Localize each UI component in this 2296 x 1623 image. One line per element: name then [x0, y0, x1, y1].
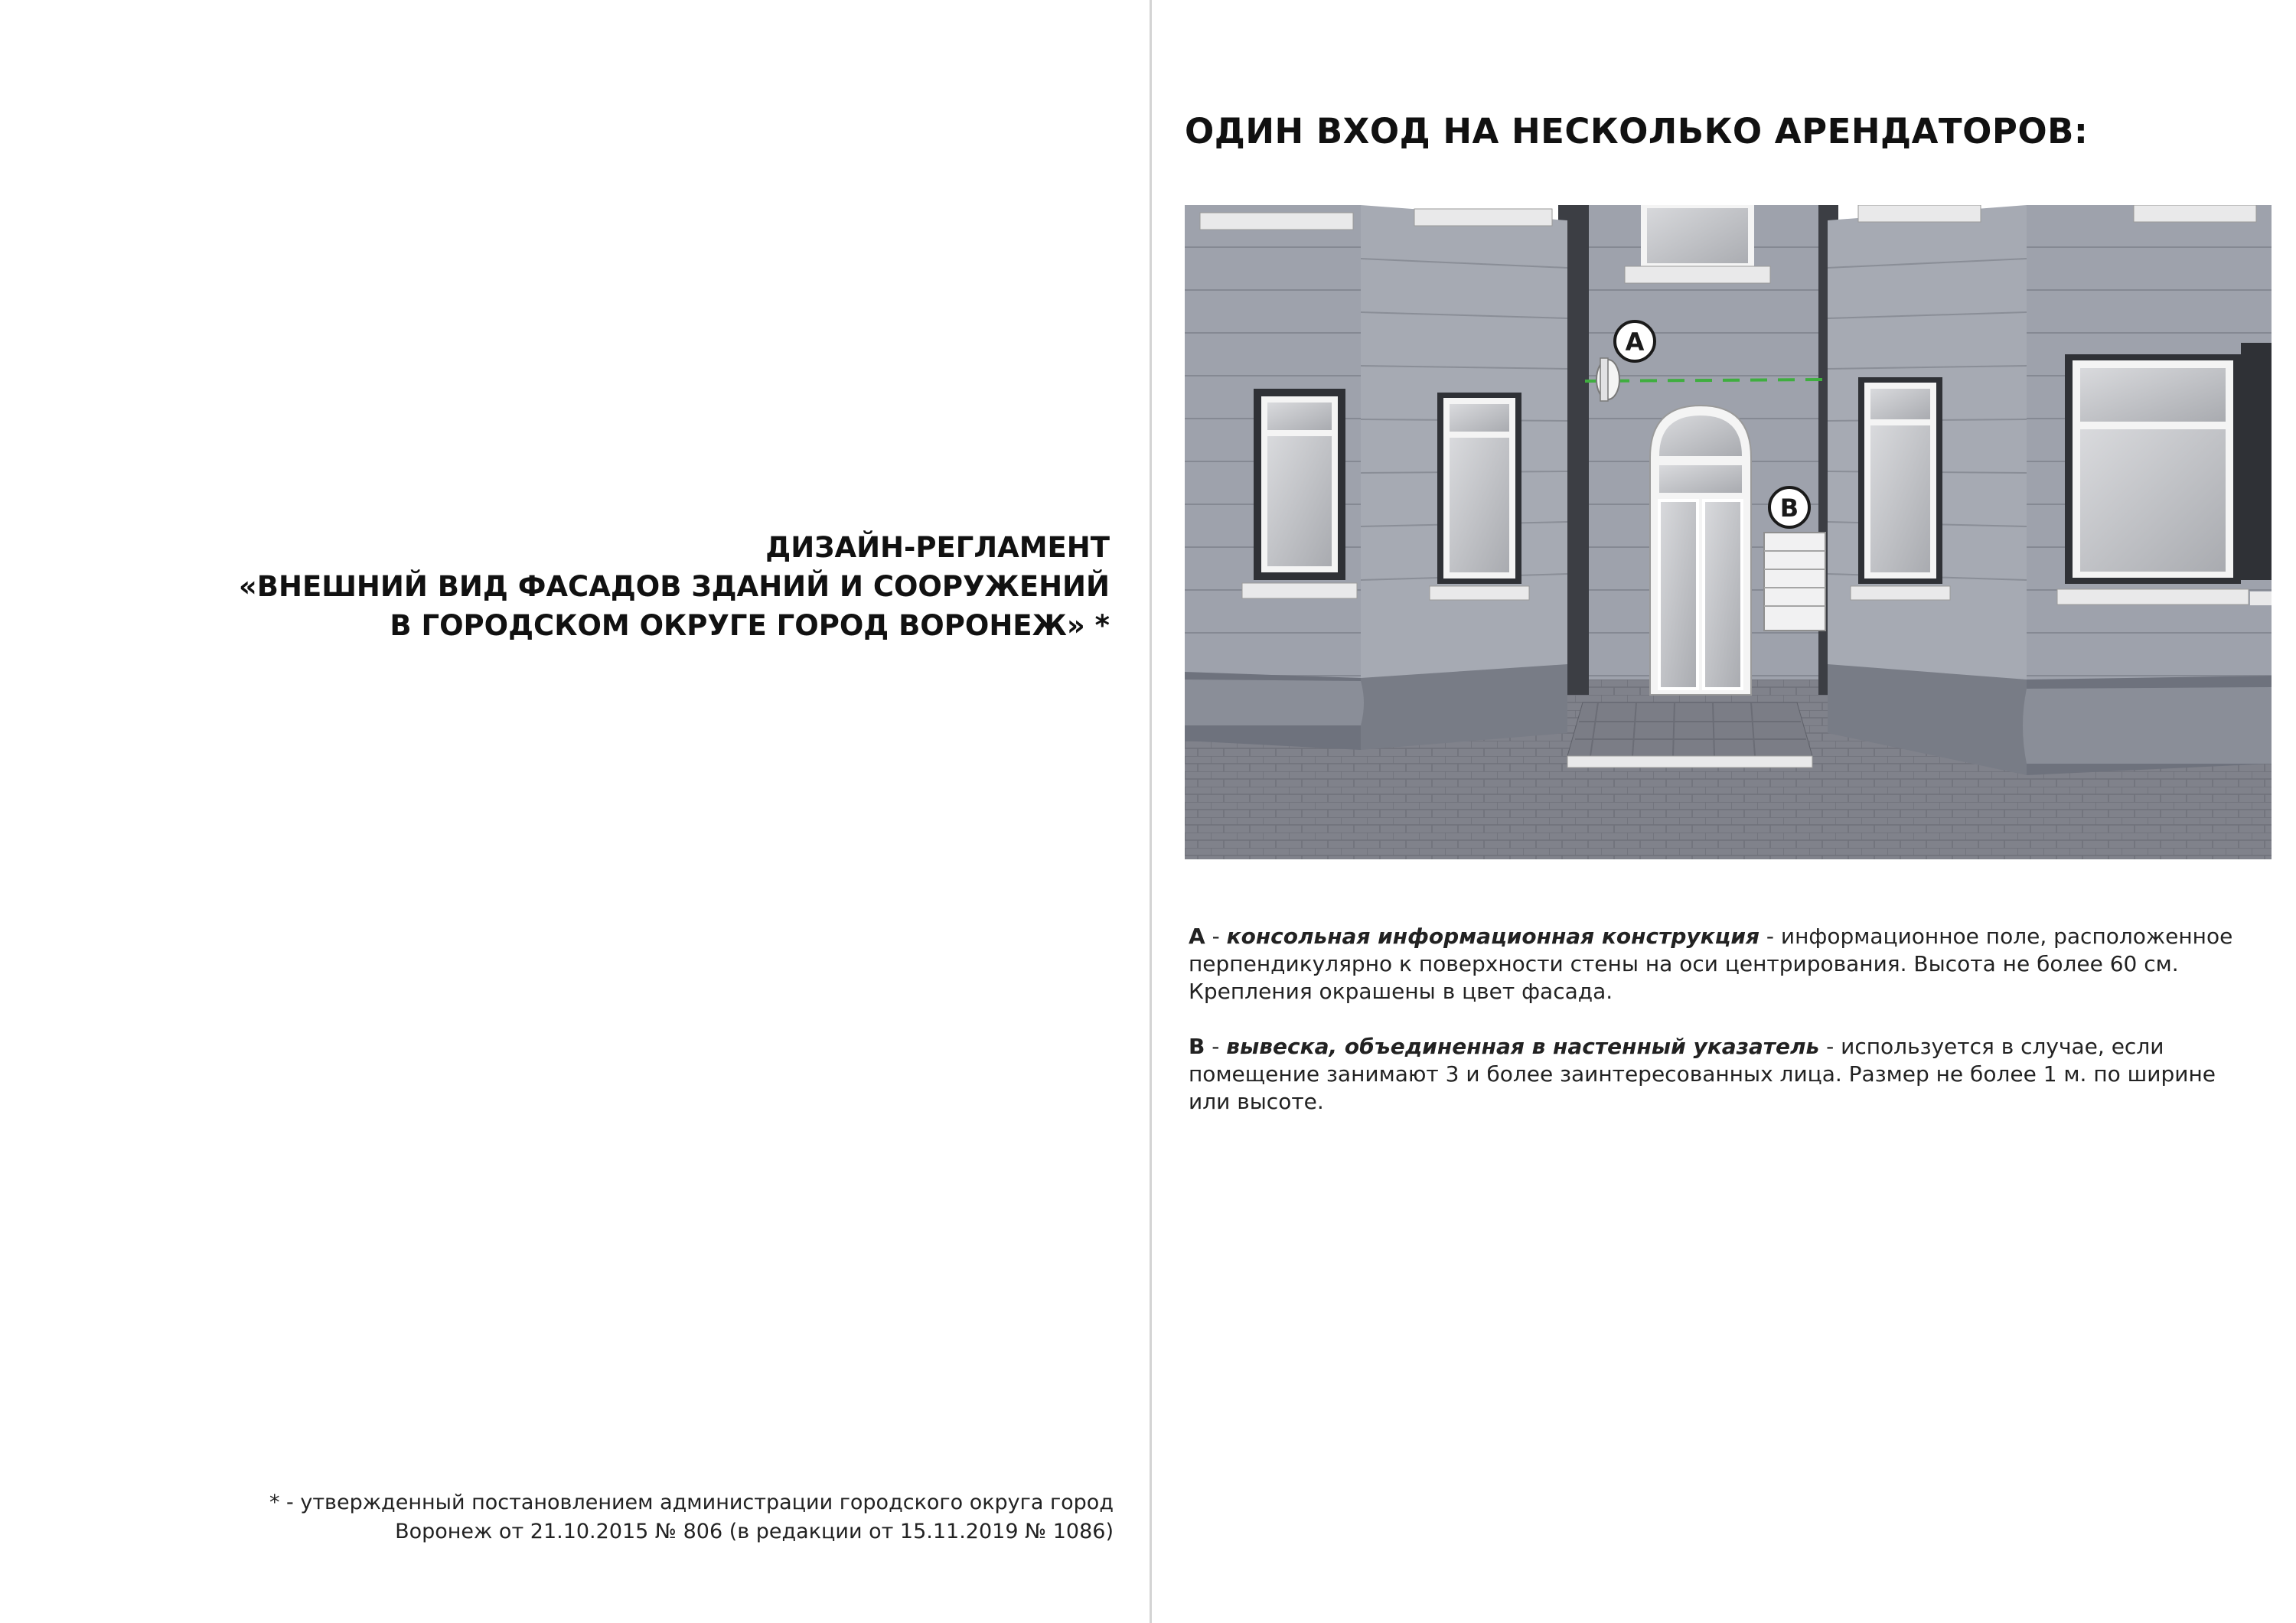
title-line-1: ДИЗАЙН-РЕГЛАМЕНТ: [765, 531, 1110, 564]
footnote-line-2: Воронеж от 21.10.2015 № 806 (в редакции от 15.11.2019 № 1086): [395, 1520, 1114, 1543]
document-title: [122, 528, 1110, 645]
marker-b-label: B: [1779, 494, 1799, 523]
item-b-text: используется в случае, если помещение занимают 3 и более заинтересованных лица. Размер не более 1 м. по ширине или высоте.: [1189, 1034, 2216, 1114]
right-window-1: [1851, 377, 1950, 600]
item-b-term: вывеска, объединенная в настенный указатель: [1226, 1034, 1820, 1059]
item-b-separator-2: -: [1819, 1034, 1841, 1059]
left-window-1: [1242, 389, 1357, 598]
item-b-letter: В: [1189, 1034, 1205, 1059]
right-window-2: [2057, 354, 2249, 605]
entrance-door: [1650, 406, 1751, 695]
sign-b-directory: [1764, 533, 1825, 631]
marker-a: [1615, 321, 1655, 361]
item-a-separator-2: -: [1759, 924, 1781, 949]
item-a-term: консольная информационная конструкция: [1226, 924, 1760, 949]
left-window-2: [1430, 393, 1529, 600]
item-a-letter: А: [1189, 924, 1205, 949]
section-heading: ОДИН ВХОД НА НЕСКОЛЬКО АРЕНДАТОРОВ:: [1185, 111, 2089, 152]
title-line-2: «ВНЕШНИЙ ВИД ФАСАДОВ ЗДАНИЙ И СООРУЖЕНИЙ: [238, 570, 1110, 603]
item-a-text: информационное поле, расположенное перпендикулярно к поверхности стены на оси центрирования. Высота не более 60 см. Крепления окрашены в цвет фасада.: [1189, 924, 2233, 1004]
title-line-3: В ГОРОДСКОМ ОКРУГЕ ГОРОД ВОРОНЕЖ» *: [390, 609, 1110, 642]
page-divider: [1150, 0, 1152, 1623]
item-a-separator-1: -: [1205, 924, 1227, 949]
facade-illustration: [1185, 205, 2272, 859]
footnote-line-1: * - утвержденный постановлением администрации городского округа город: [269, 1491, 1114, 1514]
item-b-separator-1: -: [1205, 1034, 1227, 1059]
marker-b: [1769, 487, 1809, 527]
marker-a-label: A: [1625, 328, 1645, 357]
description-item-b: [1189, 1033, 2256, 1116]
footnote: [153, 1488, 1114, 1546]
centering-axis-line: [1585, 380, 1825, 381]
description-item-a: [1189, 923, 2256, 1005]
entrance-steps: [1567, 702, 1812, 756]
